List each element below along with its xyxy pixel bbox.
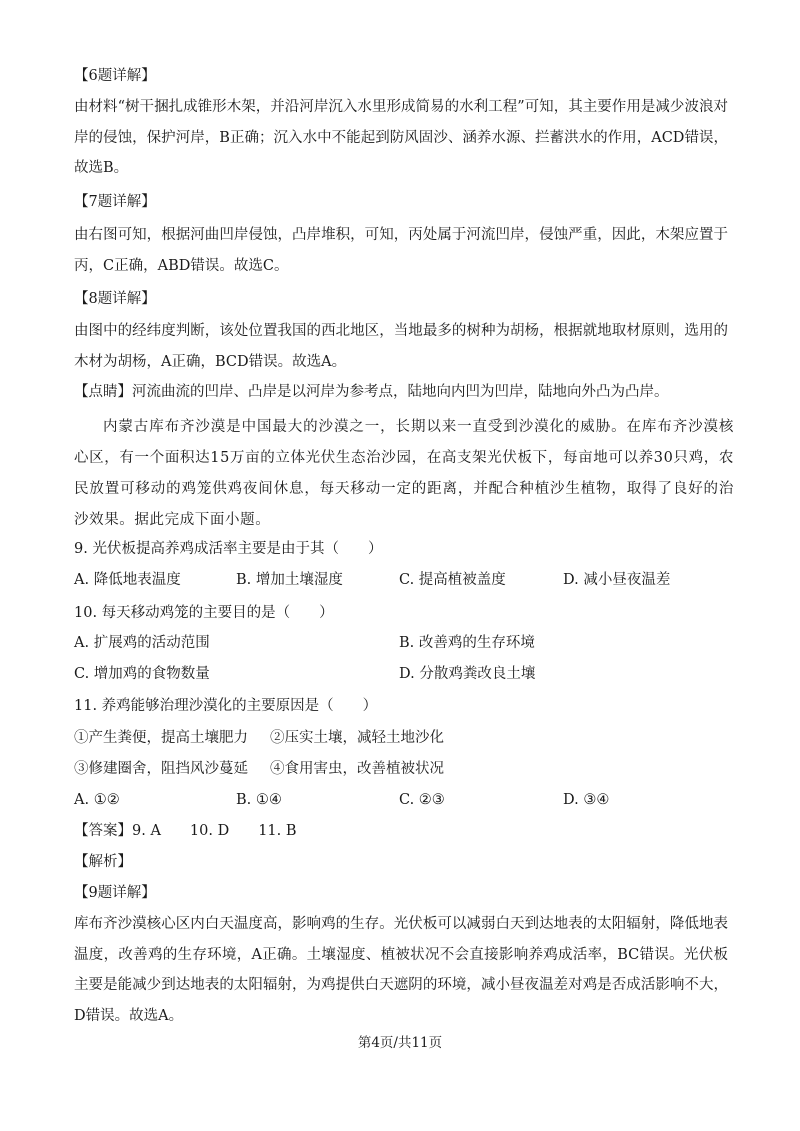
q10-option-a: A. 扩展鸡的活动范围 bbox=[74, 635, 210, 651]
page-number: 第4页/共11页 bbox=[357, 1035, 443, 1051]
q10-option-c: C. 增加鸡的食物数量 bbox=[74, 666, 210, 682]
q8-explanation: 由图中的经纬度判断，该处位置我国的西北地区，当地最多的树种为胡杨，根据就地取材原则，选用的木材为胡杨，A正确，BCD错误。故选A。 bbox=[74, 323, 728, 370]
answer-line: 【答案】9. A 10. D 11. B bbox=[74, 823, 297, 839]
q10-option-d: D. 分散鸡粪改良土壤 bbox=[399, 666, 536, 682]
q9-option-c: C. 提高植被盖度 bbox=[399, 572, 506, 588]
q11-option-c: C. ②③ bbox=[399, 792, 445, 808]
q11-statement-1: ①产生粪便，提高土壤肥力 bbox=[74, 730, 248, 746]
q8-heading: 【8题详解】 bbox=[74, 291, 156, 307]
q11-option-b: B. ①④ bbox=[236, 792, 282, 808]
q11-option-a: A. ①② bbox=[74, 792, 120, 808]
q11-statement-4: ④食用害虫，改善植被状况 bbox=[270, 761, 444, 777]
q7-heading: 【7题详解】 bbox=[74, 194, 156, 210]
q9-detail-explanation: 库布齐沙漠核心区内白天温度高，影响鸡的生存。光伏板可以减弱白天到达地表的太阳辐射，降低地表温度，改善鸡的生存环境，A正确。土壤湿度、植被状况不会直接影响养鸡成活率，BC错误。光伏板主要是能减少到达地表的太阳辐射，为鸡提供白天遮阴的环境，减小昼夜温差对鸡是否成活影响不大，D错误。故选A。 bbox=[74, 916, 728, 1024]
q11-statement-2: ②压实土壤，减轻土地沙化 bbox=[270, 730, 444, 746]
q9-question: 9. 光伏板提高养鸡成活率主要是由于其（ ） bbox=[74, 541, 383, 557]
q9-option-a: A. 降低地表温度 bbox=[74, 572, 181, 588]
analysis-label: 【解析】 bbox=[74, 854, 132, 870]
q6-heading: 【6题详解】 bbox=[74, 68, 156, 84]
material-stem: 内蒙古库布齐沙漠是中国最大的沙漠之一，长期以来一直受到沙漠化的威胁。在库布齐沙漠核心区，有一个面积达15万亩的立体光伏生态治沙园，在高支架光伏板下，每亩地可以养30只鸡，农民放置可移动的鸡笼供鸡夜间休息，每天移动一定的距离，并配合种植沙生植物，取得了良好的治沙效果。据此完成下面小题。 bbox=[74, 419, 734, 528]
q10-question: 10. 每天移动鸡笼的主要目的是（ ） bbox=[74, 605, 334, 621]
q11-option-d: D. ③④ bbox=[563, 792, 610, 808]
q9-detail-heading: 【9题详解】 bbox=[74, 885, 156, 901]
q11-question: 11. 养鸡能够治理沙漠化的主要原因是（ ） bbox=[74, 698, 378, 714]
q10-option-b: B. 改善鸡的生存环境 bbox=[399, 635, 535, 651]
tip-note: 【点睛】河流曲流的凹岸、凸岸是以河岸为参考点，陆地向内凹为凹岸，陆地向外凸为凸岸。 bbox=[74, 384, 669, 400]
q11-statement-3: ③修建圈舍，阻挡风沙蔓延 bbox=[74, 761, 248, 777]
q9-option-d: D. 减小昼夜温差 bbox=[563, 572, 671, 588]
q6-explanation: 由材料“树干捆扎成锥形木架，并沿河岸沉入水里形成简易的水利工程”可知，其主要作用是减少波浪对岸的侵蚀，保护河岸，B正确；沉入水中不能起到防风固沙、涵养水源、拦蓄洪水的作用，ACD错误，故选B。 bbox=[74, 99, 728, 176]
q7-explanation: 由右图可知，根据河曲凹岸侵蚀，凸岸堆积，可知，丙处属于河流凹岸，侵蚀严重，因此，木架应置于丙，C正确，ABD错误。故选C。 bbox=[74, 227, 728, 274]
q9-option-b: B. 增加土壤湿度 bbox=[236, 572, 343, 588]
